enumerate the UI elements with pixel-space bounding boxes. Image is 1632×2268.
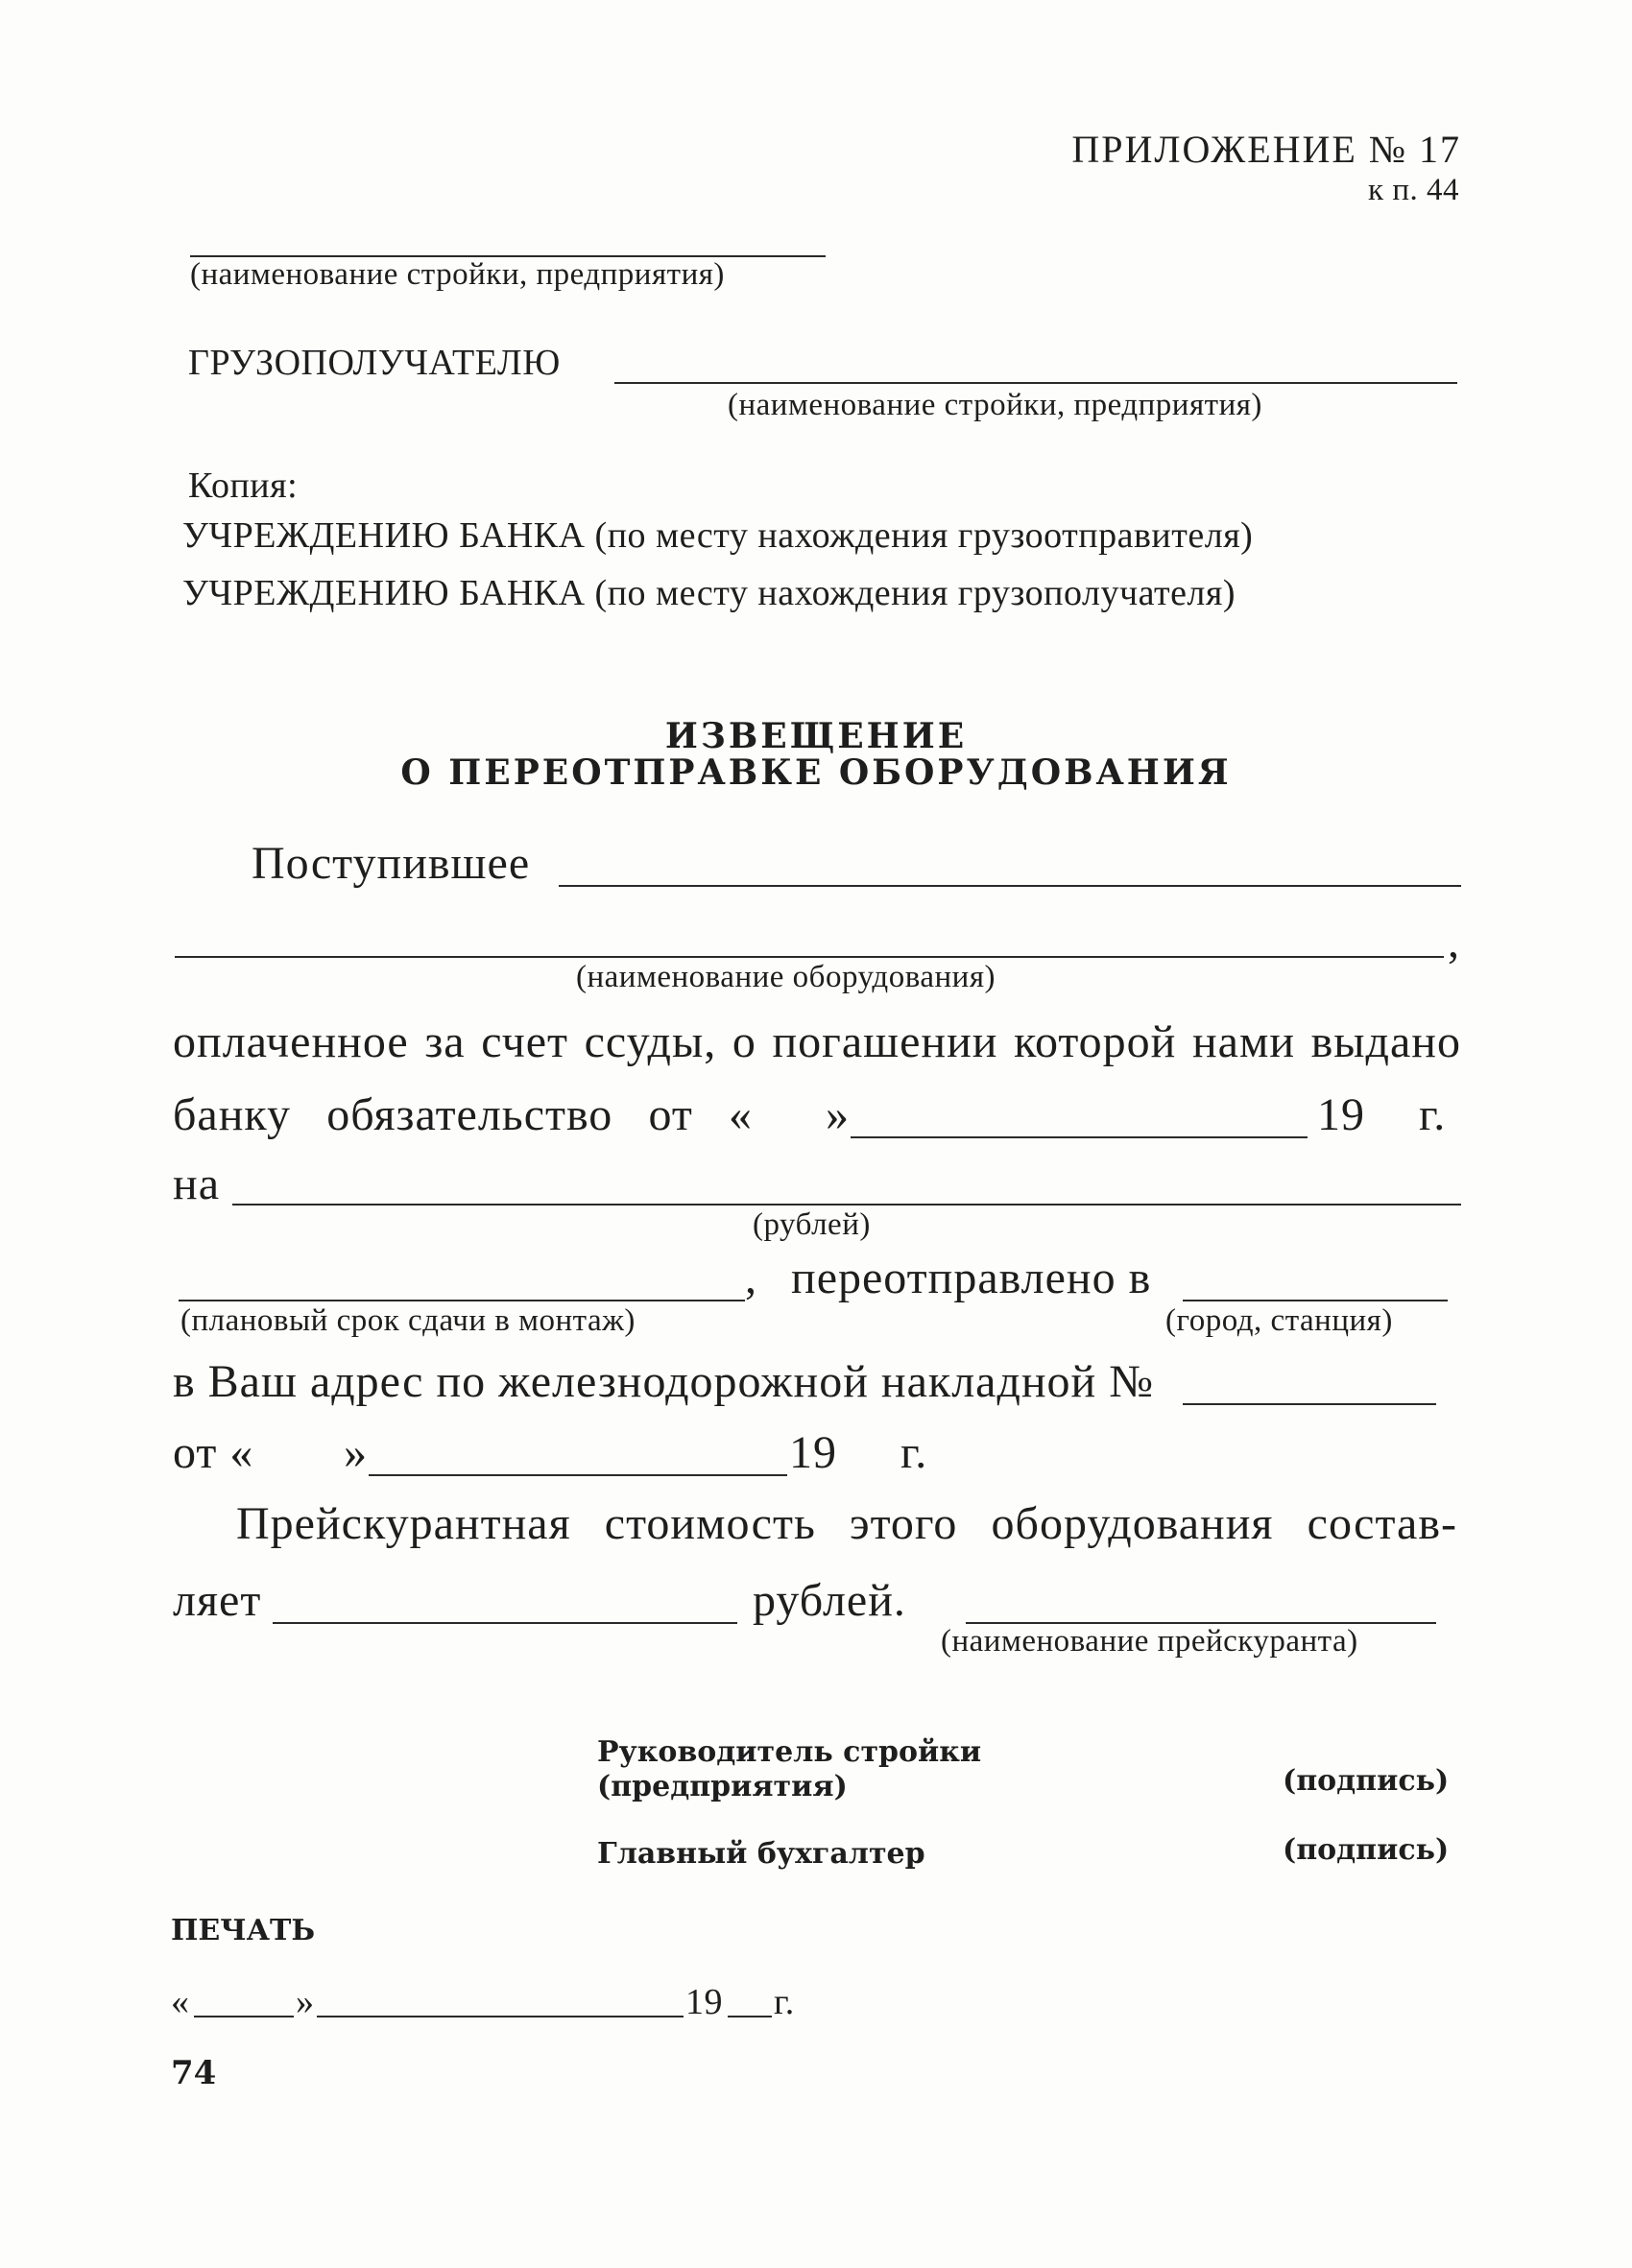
equipment-comma: , (1448, 917, 1460, 967)
resent-label: переотправлено в (791, 1253, 1152, 1303)
rubles-caption: (рублей) (753, 1207, 871, 1242)
recipient-caption: (наименование стройки, предприятия) (728, 388, 1262, 422)
plan-date-line[interactable] (179, 1300, 745, 1301)
price-line-word: Прейскурантная (236, 1498, 571, 1549)
waybill-year-prefix: 19 (789, 1427, 837, 1478)
paid-line-word: оплаченное (173, 1016, 409, 1067)
date-year-suffix: г. (774, 1982, 795, 2022)
bank-line-word: банку (173, 1089, 292, 1140)
paid-line-word: за (424, 1016, 466, 1067)
accountant-title: Главный бухгалтер (597, 1837, 925, 1871)
on-label: на (173, 1158, 220, 1209)
plan-caption: (плановый срок сдачи в монтаж) (180, 1303, 636, 1338)
city-caption: (город, станция) (1165, 1303, 1393, 1338)
head-title-2: (предприятия) (597, 1770, 848, 1803)
paid-line (173, 1015, 1461, 1068)
rubles-label: рублей. (753, 1575, 906, 1626)
waybill-number-line[interactable] (1183, 1403, 1436, 1405)
head-title: Руководитель стройки (597, 1735, 982, 1769)
obligation-year-suffix: г. (1419, 1089, 1447, 1140)
bank-line-word: обязательство (326, 1089, 613, 1140)
paid-line-word: которой (1014, 1016, 1177, 1067)
price-line (236, 1497, 1457, 1550)
paid-line-word: ссуды, (584, 1016, 717, 1067)
copy-bank-sender: УЧРЕЖДЕНИЮ БАНКА (по месту нахождения грузоотправителя) (182, 515, 1254, 556)
bank-obligation-line (173, 1088, 753, 1141)
recipient-name-line[interactable] (614, 382, 1457, 384)
obligation-year-prefix: 19 (1317, 1089, 1365, 1140)
copy-bank-recipient: УЧРЕЖДЕНИЮ БАНКА (по месту нахождения грузополучателя) (182, 573, 1236, 613)
paid-line-word: о (732, 1016, 756, 1067)
page-number: 74 (171, 2054, 217, 2092)
address-line: в Ваш адрес по железнодорожной накладной № (173, 1356, 1155, 1407)
date-open-quote: « (171, 1982, 190, 2022)
rubles-line[interactable] (232, 1204, 1461, 1206)
bank-line-word: « (729, 1089, 753, 1140)
recipient-label: ГРУЗОПОЛУЧАТЕЛЮ (188, 343, 561, 383)
obligation-date-line[interactable] (851, 1136, 1308, 1138)
document-title: ИЗВЕЩЕНИЕ (664, 716, 968, 756)
appendix-number: ПРИЛОЖЕНИЕ № 17 (1071, 128, 1461, 171)
bank-line-word: от (648, 1089, 693, 1140)
paid-line-word: счет (481, 1016, 568, 1067)
equipment-line-2[interactable] (175, 956, 1444, 958)
price-line-word: этого (849, 1498, 958, 1549)
waybill-from-open: от « (173, 1427, 254, 1478)
date-close-quote: » (296, 1982, 315, 2022)
equipment-line-1[interactable] (559, 885, 1461, 887)
appendix-reference: к п. 44 (1368, 173, 1459, 207)
date-year-line[interactable] (728, 2016, 772, 2017)
date-year-prefix: 19 (685, 1982, 723, 2022)
pricelist-caption: (наименование прейскуранта) (941, 1624, 1358, 1659)
head-signature[interactable]: (подпись) (1283, 1764, 1450, 1798)
date-month-line[interactable] (317, 2016, 684, 2017)
date-day-line[interactable] (194, 2016, 294, 2017)
resent-comma: , (745, 1253, 757, 1303)
waybill-from-close: » (344, 1427, 368, 1478)
amount-label: ляет (173, 1575, 262, 1626)
accountant-signature[interactable]: (подпись) (1283, 1833, 1450, 1867)
waybill-date-line[interactable] (369, 1474, 787, 1476)
paid-line-word: погашении (772, 1016, 998, 1067)
paid-line-word: выдано (1310, 1016, 1461, 1067)
price-line-word: оборудования (991, 1498, 1274, 1549)
received-label: Поступившее (252, 838, 531, 889)
bank-close-quote: » (826, 1089, 850, 1140)
stamp-label: ПЕЧАТЬ (171, 1914, 316, 1947)
copy-label: Копия: (188, 466, 299, 506)
waybill-year-suffix: г. (900, 1427, 928, 1478)
price-amount-line[interactable] (273, 1622, 737, 1624)
price-line-word: состав- (1307, 1498, 1457, 1549)
price-line-word: стоимость (604, 1498, 816, 1549)
equipment-caption: (наименование оборудования) (576, 960, 996, 994)
document-subtitle: О ПЕРЕОТПРАВКЕ ОБОРУДОВАНИЯ (400, 752, 1232, 793)
paid-line-word: нами (1191, 1016, 1296, 1067)
sender-caption: (наименование стройки, предприятия) (190, 257, 725, 292)
city-line[interactable] (1183, 1300, 1448, 1301)
